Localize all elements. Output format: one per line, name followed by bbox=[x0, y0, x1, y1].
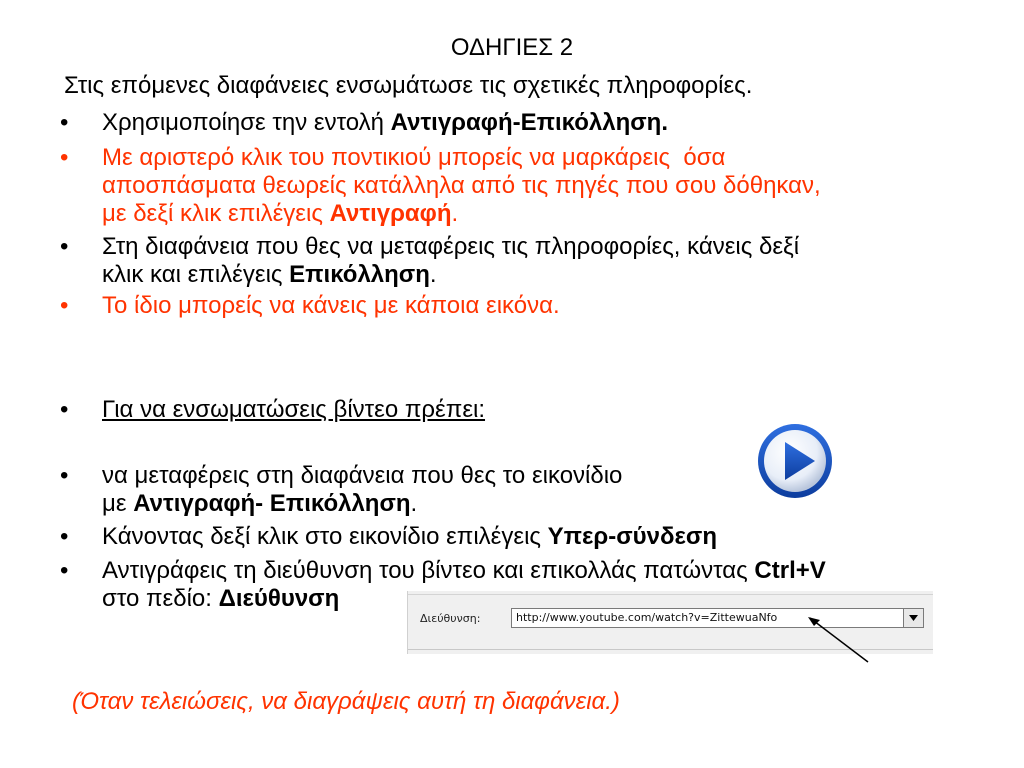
bullet-marker: • bbox=[60, 523, 69, 550]
bullet-line: . bbox=[429, 261, 437, 288]
bullet-text: Χρησιμοποίησε την εντολή bbox=[102, 109, 391, 136]
address-dropdown-button[interactable] bbox=[904, 608, 924, 628]
bullet-marker: • bbox=[60, 233, 69, 260]
bullet-marker: • bbox=[60, 396, 69, 423]
address-label: Διεύθυνση: bbox=[420, 612, 481, 625]
intro-text: Στις επόμενες διαφάνειες ενσωμάτωσε τις σχετικές πληροφορίες. bbox=[64, 72, 753, 99]
arrow-icon bbox=[800, 612, 872, 664]
bullet-bold: Αντιγραφή- Επικόλληση bbox=[133, 490, 411, 517]
bullet-line: . bbox=[410, 490, 418, 517]
address-input[interactable]: http://www.youtube.com/watch?v=ZittewuaNfo bbox=[511, 608, 904, 628]
bullet-line: Με αριστερό κλικ του ποντικιού μπορείς να μαρκάρεις όσα bbox=[102, 144, 726, 171]
slide-title: ΟΔΗΓΙΕΣ 2 bbox=[450, 34, 574, 61]
bullet-marker: • bbox=[60, 462, 69, 489]
bullet-line: στο πεδίο: bbox=[102, 585, 219, 612]
bullet-line: αποσπάσματα θεωρείς κατάλληλα από τις πηγές που σου δόθηκαν, bbox=[102, 172, 821, 199]
bullet-line: με bbox=[102, 490, 134, 517]
footer-note: (Όταν τελειώσεις, να διαγράψεις αυτή τη διαφάνεια.) bbox=[72, 688, 620, 715]
bullet-line: Στη διαφάνεια που θες να μεταφέρεις τις πληροφορίες, κάνεις δεξί bbox=[102, 233, 800, 260]
bullet-line: με δεξί κλικ επιλέγεις bbox=[102, 200, 330, 227]
bullet-line: . bbox=[451, 200, 459, 227]
bullet-line: κλικ και επιλέγεις bbox=[102, 261, 290, 288]
bullet-bold: Επικόλληση bbox=[289, 261, 430, 288]
bullet-text: Για να ενσωματώσεις βίντεο πρέπει: bbox=[102, 396, 486, 423]
bullet-bold: Αντιγραφή-Επικόλληση. bbox=[390, 109, 668, 136]
divider bbox=[408, 594, 933, 595]
bullet-marker: • bbox=[60, 292, 69, 319]
chevron-down-icon bbox=[909, 615, 918, 621]
bullet-text: Το ίδιο μπορείς να κάνεις με κάποια εικόνα. bbox=[102, 292, 560, 319]
bullet-text: Κάνοντας δεξί κλικ στο εικονίδιο επιλέγεις bbox=[102, 523, 548, 550]
bullet-bold: Υπερ-σύνδεση bbox=[547, 523, 718, 550]
bullet-bold: Διεύθυνση bbox=[218, 585, 340, 612]
bullet-marker: • bbox=[60, 109, 69, 136]
bullet-marker: • bbox=[60, 144, 69, 171]
bullet-marker: • bbox=[60, 557, 69, 584]
bullet-bold: Αντιγραφή bbox=[329, 200, 452, 227]
bullet-bold: Ctrl+V bbox=[754, 557, 826, 584]
play-icon[interactable] bbox=[756, 422, 834, 500]
bullet-line: Αντιγράφεις τη διεύθυνση του βίντεο και επικολλάς πατώντας bbox=[102, 557, 755, 584]
bullet-line: να μεταφέρεις στη διαφάνεια που θες το εικονίδιο bbox=[102, 462, 623, 489]
